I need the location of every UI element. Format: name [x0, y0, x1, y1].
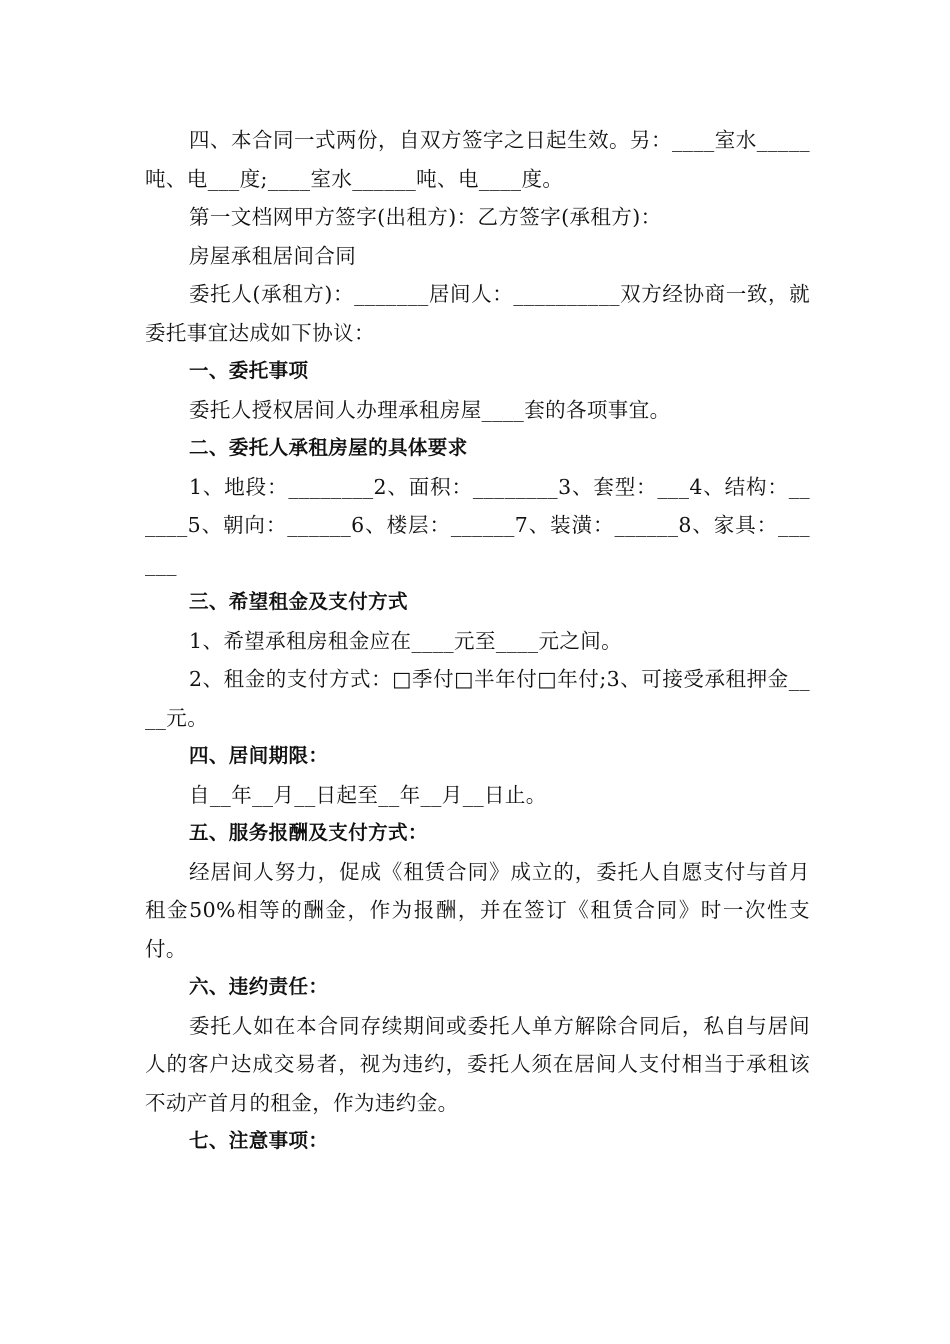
- document-body: [145, 121, 810, 1161]
- section-heading-5: 五、服务报酬及支付方式：: [189, 821, 428, 844]
- paragraph-term: 自__年__月__日起至__年__月__日止。: [189, 782, 547, 807]
- paragraph-requirements: 1、地段：________2、面积：________3、套型：___4、结构：______5、朝向：______6、楼层：______7、装潢：______8、家具：______: [145, 474, 810, 576]
- paragraph-payment-method: 2、租金的支付方式：□季付□半年付□年付;3、可接受承租押金____元。: [145, 667, 810, 730]
- section-heading-6: 六、违约责任：: [189, 975, 329, 998]
- section-heading-4: 四、居间期限：: [189, 744, 329, 767]
- signature-line: 第一文档网甲方签字(出租方)：乙方签字(承租方)：: [189, 205, 662, 229]
- paragraph-remuneration: 经居间人努力，促成《租赁合同》成立的，委托人自愿支付与首月租金50%相等的酬金，作为报酬，并在签订《租赁合同》时一次性支付。: [145, 859, 810, 961]
- paragraph-rent-range: 1、希望承租房租金应在____元至____元之间。: [189, 628, 623, 653]
- paragraph-authorization: 委托人授权居间人办理承租房屋____套的各项事宜。: [189, 397, 671, 422]
- effective-clause: 四、本合同一式两份，自双方签字之日起生效。另：____室水_____吨、电___度;____室水______吨、电____度。: [145, 128, 810, 191]
- section-heading-3: 三、希望租金及支付方式: [189, 590, 408, 613]
- contract-title: 房屋承租居间合同: [189, 243, 357, 268]
- section-heading-2: 二、委托人承租房屋的具体要求: [189, 436, 468, 459]
- section-heading-7: 七、注意事项：: [189, 1129, 329, 1152]
- section-heading-1: 一、委托事项: [189, 359, 309, 382]
- parties-paragraph: 委托人(承租方)：_______居间人：__________双方经协商一致，就委托事宜达成如下协议：: [145, 282, 810, 345]
- paragraph-breach: 委托人如在本合同存续期间或委托人单方解除合同后，私自与居间人的客户达成交易者，视为违约，委托人须在居间人支付相当于承租该不动产首月的租金，作为违约金。: [145, 1013, 810, 1115]
